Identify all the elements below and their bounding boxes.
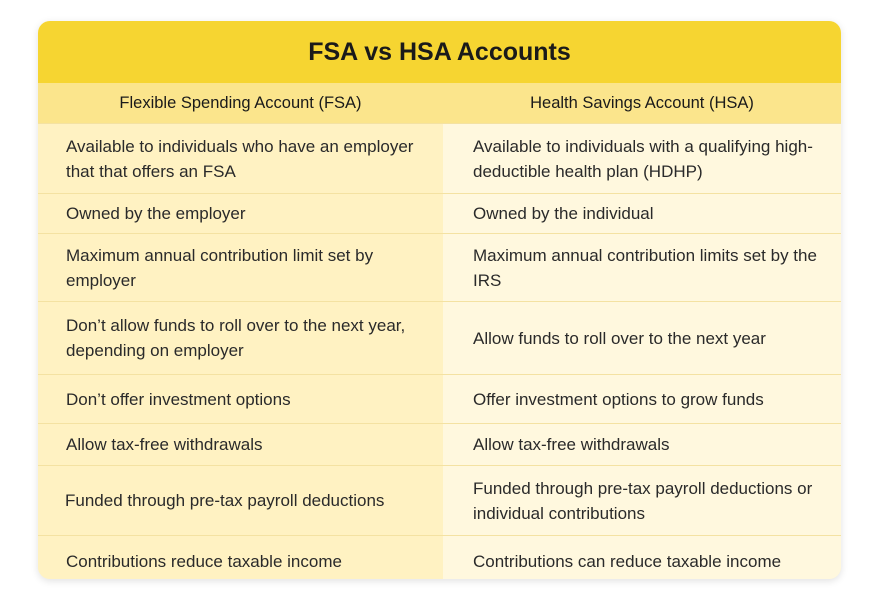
table-title: FSA vs HSA Accounts	[38, 21, 841, 83]
hsa-cell: Allow funds to roll over to the next year	[443, 302, 841, 374]
fsa-cell: Maximum annual contribution limit set by employer	[38, 234, 443, 301]
fsa-cell: Owned by the employer	[38, 194, 443, 233]
table-row	[38, 423, 841, 465]
table-row	[38, 465, 841, 535]
hsa-cell: Available to individuals with a qualifying high-deductible health plan (HDHP)	[443, 124, 841, 193]
fsa-cell: Available to individuals who have an employer that that offers an FSA	[38, 124, 443, 193]
table-row	[38, 301, 841, 374]
table-row	[38, 535, 841, 579]
hsa-cell: Owned by the individual	[443, 194, 841, 233]
header-fsa: Flexible Spending Account (FSA)	[119, 93, 362, 112]
table-row	[38, 374, 841, 423]
hsa-cell: Maximum annual contribution limits set by the IRS	[443, 234, 841, 301]
header-hsa: Health Savings Account (HSA)	[530, 93, 754, 112]
fsa-cell: Don’t offer investment options	[38, 375, 443, 423]
fsa-cell: Contributions reduce taxable income	[38, 536, 443, 579]
table-row	[38, 123, 841, 193]
hsa-cell: Contributions can reduce taxable income	[443, 536, 841, 579]
table-row	[38, 233, 841, 301]
fsa-cell: Funded through pre-tax payroll deductions	[38, 466, 443, 535]
table-header-row	[38, 83, 841, 123]
fsa-cell: Allow tax-free withdrawals	[38, 424, 443, 465]
hsa-cell: Funded through pre-tax payroll deductions or individual contributions	[443, 466, 841, 535]
hsa-cell: Allow tax-free withdrawals	[443, 424, 841, 465]
hsa-cell: Offer investment options to grow funds	[443, 375, 841, 423]
fsa-cell: Don’t allow funds to roll over to the next year, depending on employer	[38, 302, 443, 374]
table-row	[38, 193, 841, 233]
comparison-table	[38, 21, 841, 579]
